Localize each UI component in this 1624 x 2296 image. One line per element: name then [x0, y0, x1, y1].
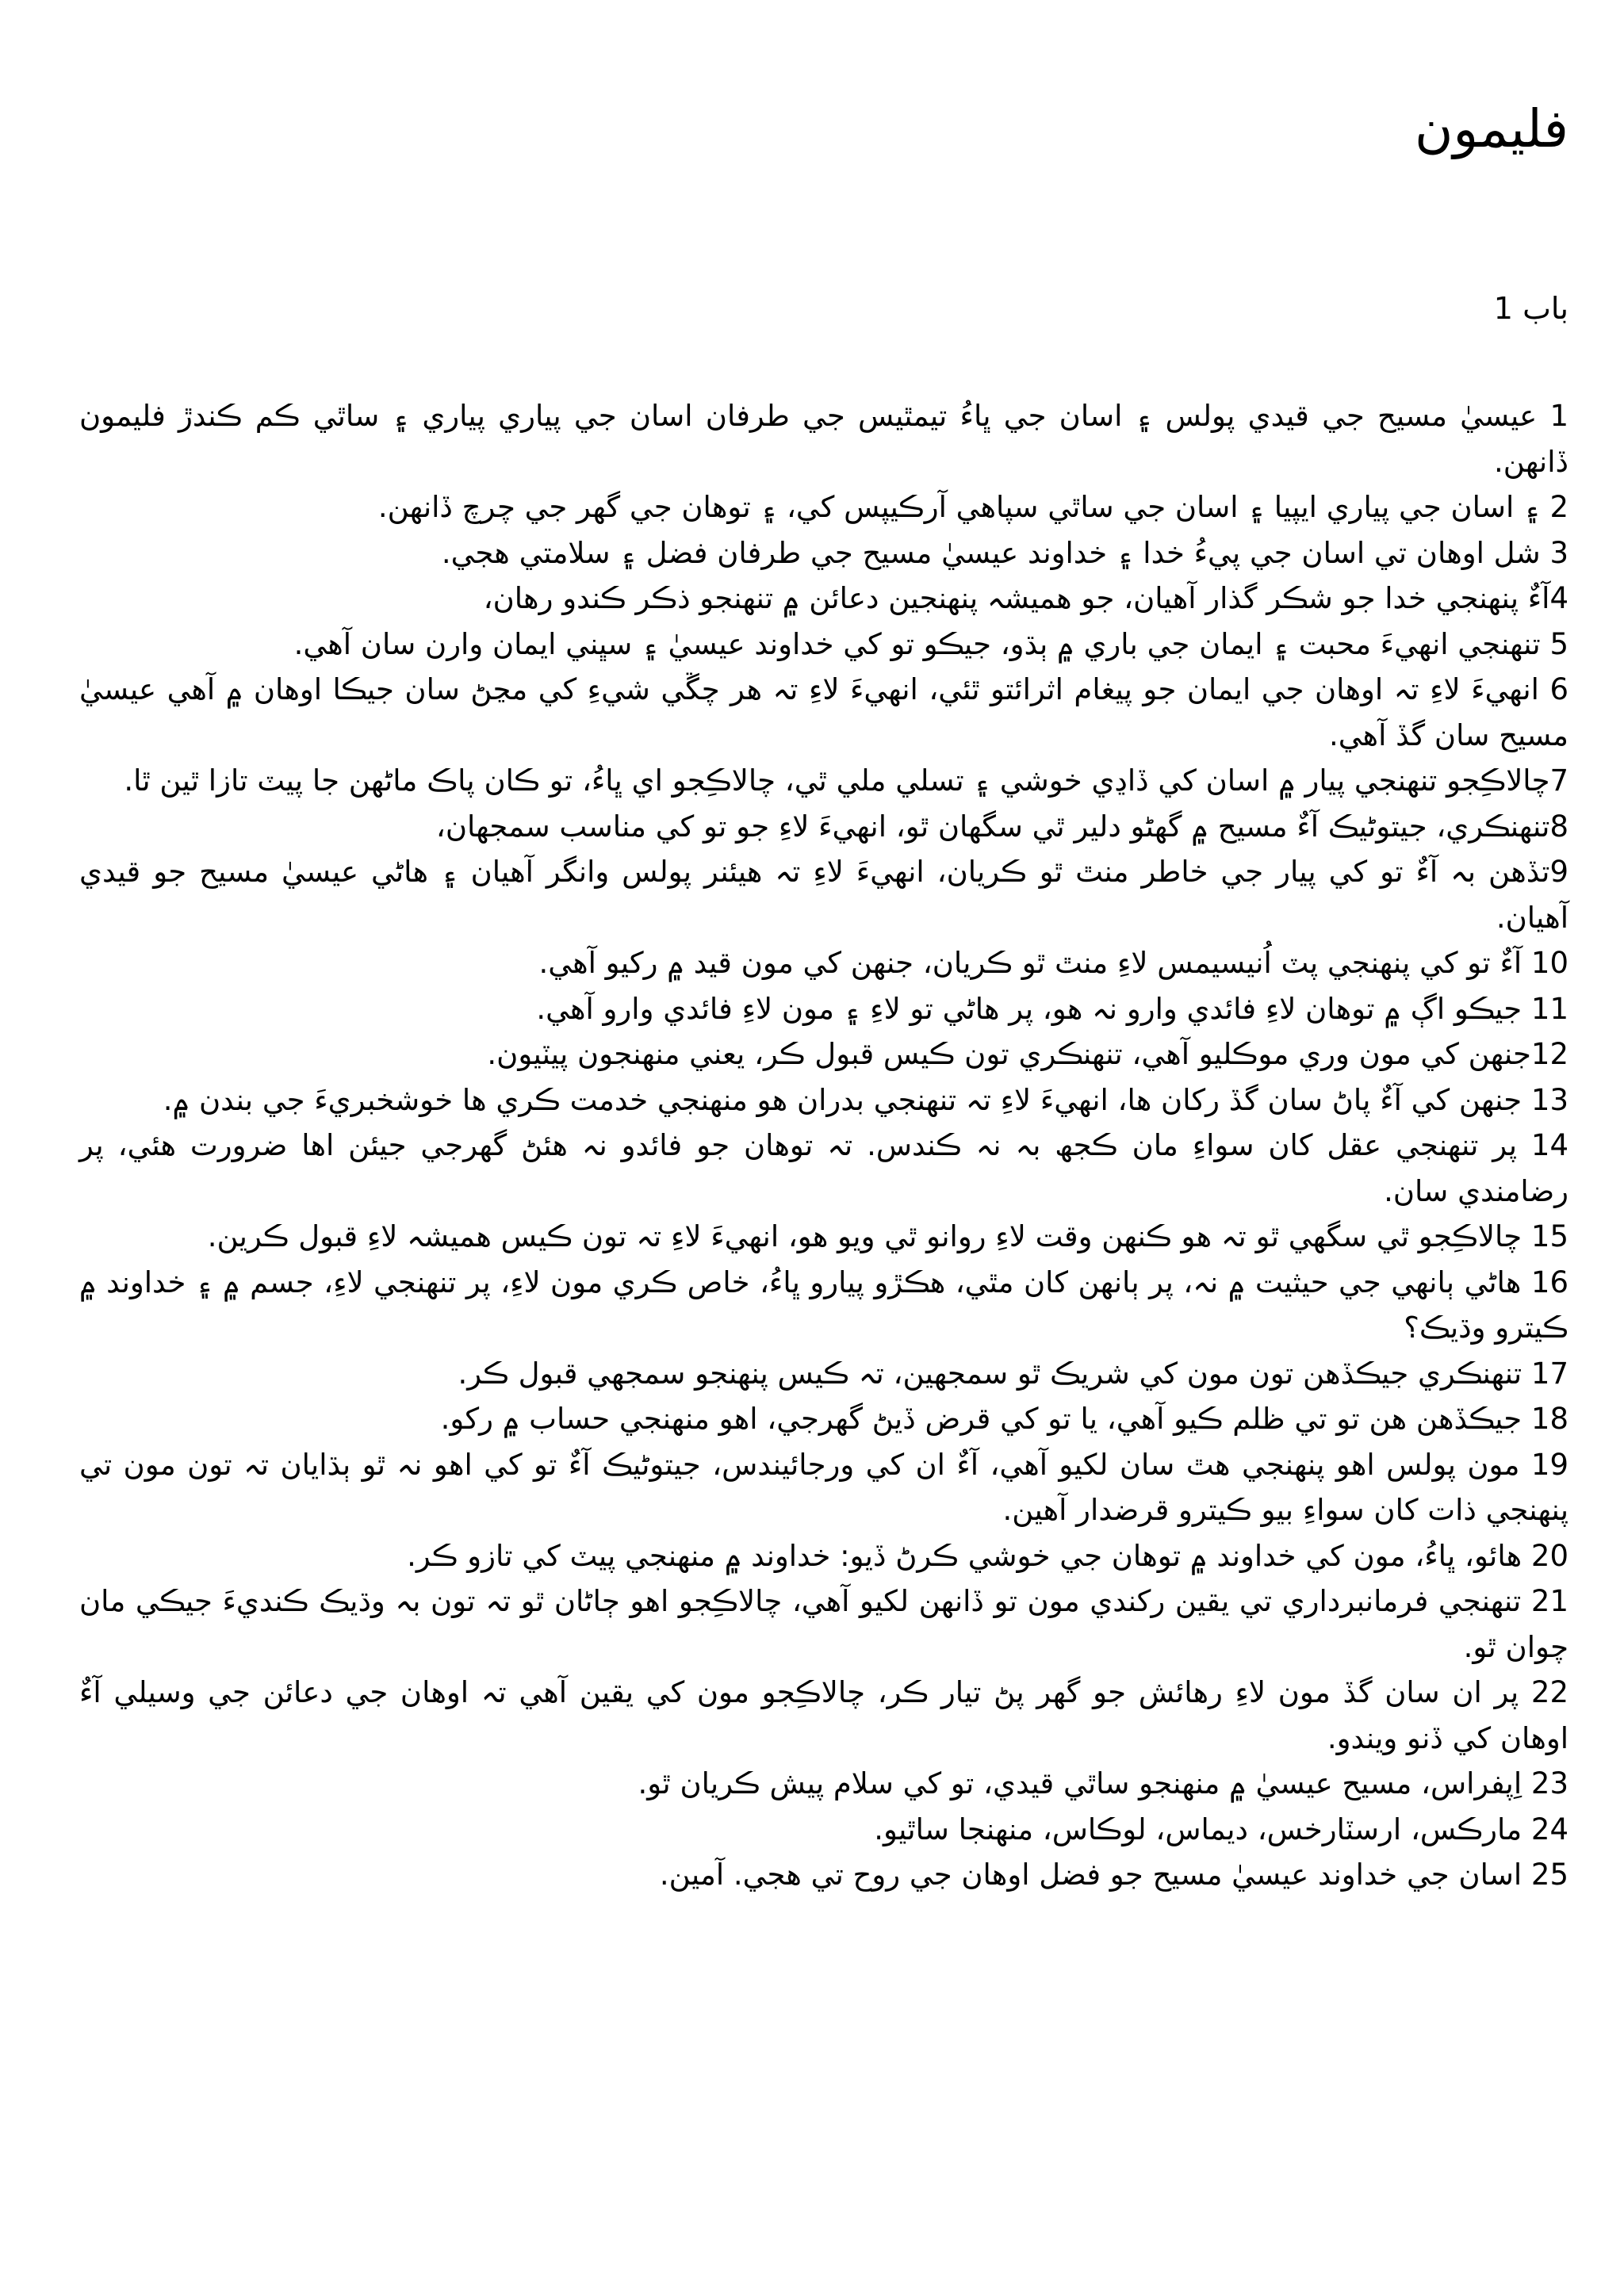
verse-6: 6 انهيءَ لاءِ تہ اوهان جي ايمان جو پيغام اثرائتو ٿئي، انهيءَ لاءِ تہ هر چڱي شيءِ کي مڃڻ سان جيڪا اوهان ۾ آهي عيسيٰ مسيح سان گڏ آهي.	[79, 672, 1568, 752]
verse-23: 23 اِپفراس، مسيح عيسيٰ ۾ منهنجو ساٿي قيدي، تو کي سلام پيش ڪريان ٿو.	[638, 1766, 1568, 1800]
verse-7: 7چالاڪِجو تنهنجي پيار ۾ اسان کي ڏاڍي خوشي ۽ تسلي ملي ٿي، چالاڪِجو اي ڀاءُ، تو ڪان پاڪ ماڻهن جا پيٽ تازا ٿين ٿا.	[124, 763, 1568, 798]
verse-24: 24 مارڪس، ارسٽارخس، ديماس، لوڪاس، منهنجا ساٿيو.	[874, 1812, 1568, 1846]
verse-12: 12جنهن کي مون وري موڪليو آهي، تنهنڪري تون ڪيس قبول ڪر، يعني منهنجون پيٽيون.	[487, 1037, 1568, 1071]
verse-16: 16 هاڻي ٻانهي جي حيثيت ۾ نہ، پر ٻانهن کان مٿي، هڪڙو پيارو ڀاءُ، خاص ڪري مون لاءِ، پر تنهنجي لاءِ، جسم ۾ ۽ خداوند ۾ ڪيترو وڌيڪ؟	[79, 1265, 1568, 1345]
verse-11: 11 جيڪو اڳ ۾ توهان لاءِ فائدي وارو نہ هو، پر هاڻي تو لاءِ ۽ مون لاءِ فائدي وارو آهي.	[536, 991, 1568, 1026]
verse-17: 17 تنهنڪري جيڪڏهن تون مون کي شريڪ ٿو سمجهين، تہ ڪيس پنهنجو سمجهي قبول ڪر.	[458, 1356, 1568, 1391]
verse-1: 1 عيسيٰ مسيح جي قيدي پولس ۽ اسان جي ڀاءُ تيمٿيس جي طرفان اسان جي پياري پياري ۽ ساٿي ڪم ڪندڙ فليمون ڏانهن.	[79, 399, 1568, 479]
verse-22: 22 پر ان سان گڏ مون لاءِ رهائش جو گهر پڻ تيار ڪر، چالاڪِجو مون کي يقين آهي تہ اوهان جي دعائن جي وسيلي آءٌ اوهان کي ڏنو ويندو.	[79, 1675, 1568, 1755]
verse-18: 18 جيڪڏهن هن تو تي ظلم ڪيو آهي، يا تو کي قرض ڏيڻ گهرجي، اهو منهنجي حساب ۾ رکو.	[440, 1402, 1568, 1436]
verse-9: 9تڏهن بہ آءٌ تو کي پيار جي خاطر منٿ ٿو ڪريان، انهيءَ لاءِ تہ هيئنر پولس وانگر آهيان ۽ هاڻي عيسيٰ مسيح جو قيدي آهيان.	[79, 855, 1568, 935]
verse-3: 3 شل اوهان تي اسان جي پيءُ خدا ۽ خداوند عيسيٰ مسيح جي طرفان فضل ۽ سلامتي هجي.	[441, 535, 1568, 570]
verse-21: 21 تنهنجي فرمانبرداري تي يقين رکندي مون تو ڏانهن لکيو آهي، چالاڪِجو اهو ڄاڻان ٿو تہ تون بہ وڌيڪ ڪنديءَ جيڪي مان چوان ٿو.	[79, 1584, 1568, 1664]
verse-15: 15 چالاڪِجو ٿي سگهي ٿو تہ هو ڪنهن وقت لاءِ روانو ٿي ويو هو، انهيءَ لاءِ تہ تون ڪيس هميشہ لاءِ قبول ڪرين.	[207, 1219, 1568, 1253]
verse-list	[79, 393, 1568, 1898]
verse-14: 14 پر تنهنجي عقل کان سواءِ مان ڪجھ بہ نہ ڪندس. تہ توهان جو فائدو نہ هئڻ گهرجي جيئن اها ضرورت هئي، پر رضامندي سان.	[79, 1128, 1568, 1208]
verse-4: 4آءٌ پنهنجي خدا جو شڪر گذار آهيان، جو هميشہ پنهنجين دعائن ۾ تنهنجو ذڪر ڪندو رهان،	[483, 581, 1568, 615]
verse-5: 5 تنهنجي انهيءَ محبت ۽ ايمان جي باري ۾ ٻڌو، جيڪو تو کي خداوند عيسيٰ ۽ سڀني ايمان وارن سان آهي.	[293, 626, 1568, 661]
verse-20: 20 هائو، ڀاءُ، مون کي خداوند ۾ توهان جي خوشي ڪرڻ ڏيو: خداوند ۾ منهنجي پيٽ کي تازو ڪر.	[407, 1538, 1568, 1573]
verse-19: 19 مون پولس اهو پنهنجي هٿ سان لکيو آهي، آءٌ ان کي ورجائيندس، جيتوڻيڪ آءٌ تو کي اهو نہ ٿو ٻڌايان تہ تون مون تي پنهنجي ذات کان سواءِ بيو ڪيترو قرضدار آهين.	[79, 1447, 1568, 1527]
book-title: فليمون	[1414, 98, 1568, 159]
verse-8: 8تنهنڪري، جيتوڻيڪ آءٌ مسيح ۾ گهڻو دلير ٿي سگهان ٿو، انهيءَ لاءِ جو تو کي مناسب سمجهان،	[435, 809, 1568, 844]
verse-13: 13 جنهن کي آءٌ پاڻ سان گڏ رکان ها، انهيءَ لاءِ تہ تنهنجي بدران هو منهنجي خدمت ڪري ها خوشخبريءَ جي بندن ۾.	[163, 1082, 1568, 1117]
verse-2: 2 ۽ اسان جي پياري ايپيا ۽ اسان جي ساٿي سپاهي آرڪيپس کي، ۽ توهان جي گهر جي چرچ ڏانهن.	[377, 490, 1568, 524]
verse-10: 10 آءٌ تو کي پنهنجي پٽ اُنيسيمس لاءِ منٿ ٿو ڪريان، جنهن کي مون قيد ۾ رکيو آهي.	[538, 946, 1568, 980]
chapter-heading: باب 1	[1493, 291, 1568, 326]
verse-25: 25 اسان جي خداوند عيسيٰ مسيح جو فضل اوهان جي روح تي هجي. آمين.	[659, 1858, 1568, 1892]
